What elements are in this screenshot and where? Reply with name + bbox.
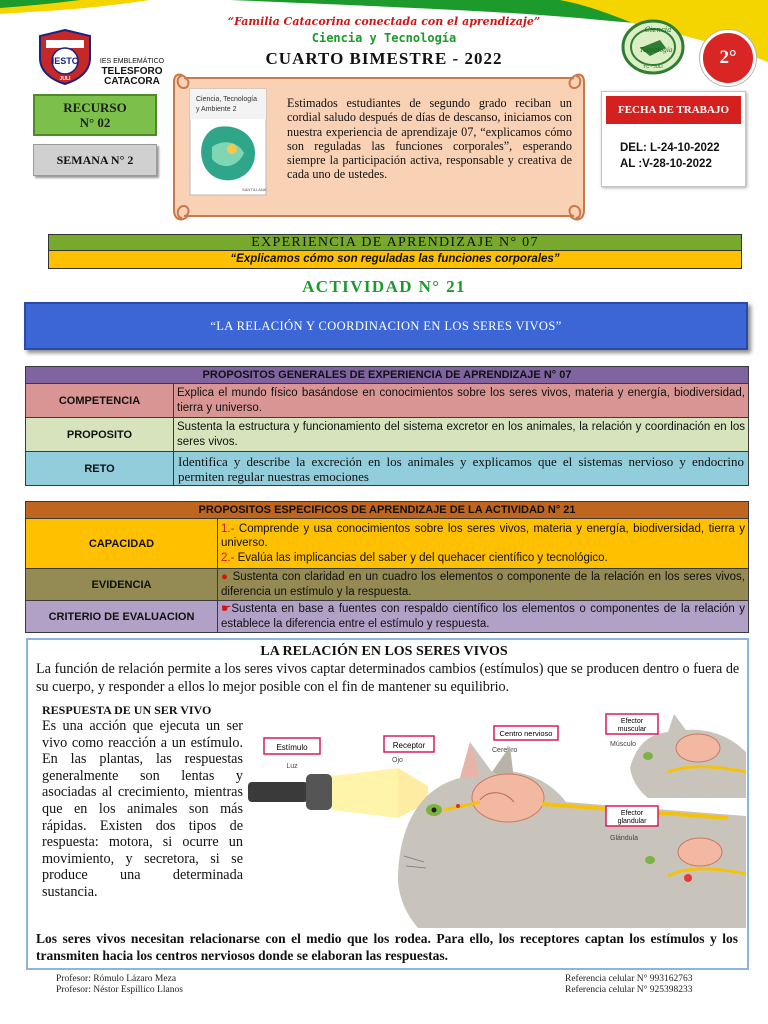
science-logo-mid: Tecnología bbox=[639, 47, 673, 54]
diagram-estimulo-label: Estímulo bbox=[276, 743, 308, 752]
science-technology-logo bbox=[620, 18, 686, 76]
welcome-message: Estimados estudiantes de segundo grado reciban un cordial saludo después de días de descanso, iniciamos con nuestra experiencia de aprendizaje 07, “explicamos cómo son reguladas las funciones corporales”, esperando siempre la participación activa, responsable y creativa de cada uno de ustedes. bbox=[287, 96, 572, 182]
recurso-label: RECURSO bbox=[63, 100, 127, 115]
capacidad-label: CAPACIDAD bbox=[26, 519, 218, 569]
school-name bbox=[96, 57, 168, 87]
intro-paragraph: La función de relación permite a los seres vivos captar determinados cambios (estímulos) que se producen dentro o fuera de su cuerpo, y responder a ellos lo mejor posible con el fin de mantener su equilibrio. bbox=[36, 661, 740, 695]
capacidad-num-1: 1.- bbox=[221, 522, 235, 535]
recurso-box bbox=[33, 94, 157, 136]
school-logo-text: IESTC bbox=[51, 56, 79, 66]
activity-topic-banner: “LA RELACIÓN Y COORDINACION EN LOS SERES VIVOS” bbox=[24, 302, 748, 350]
diagram-glandula-label: Glándula bbox=[610, 835, 639, 842]
experience-title: EXPERIENCIA DE APRENDIZAJE N° 07 bbox=[48, 234, 742, 251]
general-purposes-table bbox=[25, 366, 749, 486]
recurso-number: N° 02 bbox=[79, 115, 111, 130]
capacidad-text bbox=[218, 519, 749, 569]
stimulus-response-diagram bbox=[248, 706, 746, 928]
school-name-line3: CATACORA bbox=[104, 76, 160, 87]
work-date-end: AL :V-28-10-2022 bbox=[620, 158, 712, 170]
school-logo-subtext: JULI bbox=[59, 76, 71, 82]
footer-teachers bbox=[56, 974, 183, 996]
competencia-text: Explica el mundo físico basándose en conocimientos sobre los seres vivos, materia y energía, biodiversidad, tierra y universo. bbox=[174, 384, 749, 418]
general-purposes-header: PROPOSITOS GENERALES DE EXPERIENCIA DE APRENDIZAJE N° 07 bbox=[26, 367, 749, 384]
specific-purposes-table bbox=[25, 501, 749, 633]
criterio-pointer-icon: ☛ bbox=[221, 603, 232, 615]
evidencia-text bbox=[218, 569, 749, 601]
diagram-luz-label: Luz bbox=[286, 763, 298, 770]
criterio-content: Sustenta en base a fuentes con respaldo científico los elementos o componentes de la relación y establece la diferencia entre el estímulo y respuesta. bbox=[221, 603, 746, 630]
work-date-label: FECHA DE TRABAJO bbox=[606, 96, 741, 124]
experience-subtitle: “Explicamos cómo son reguladas las funciones corporales” bbox=[48, 251, 742, 269]
semana-box: SEMANA N° 2 bbox=[33, 144, 157, 176]
work-date-start: DEL: L-24-10-2022 bbox=[620, 142, 720, 154]
reto-label: RETO bbox=[26, 452, 174, 486]
flashlight-icon bbox=[248, 768, 428, 818]
proposito-label: PROPOSITO bbox=[26, 418, 174, 452]
science-logo-top: Ciencia bbox=[644, 26, 672, 34]
section-title: LA RELACIÓN EN LOS SERES VIVOS bbox=[260, 644, 508, 659]
diagram-efector-glandular-1: Efector bbox=[620, 810, 644, 817]
criterio-text bbox=[218, 601, 749, 633]
diagram-efector-muscular-1: Efector bbox=[620, 718, 644, 725]
footer-teacher-1: Profesor: Rómulo Lázaro Meza bbox=[56, 974, 177, 984]
footer-phone-2: Referencia celular N° 925398233 bbox=[565, 985, 693, 995]
diagram-cerebro-label: Cerebro bbox=[492, 747, 518, 754]
specific-purposes-header: PROPOSITOS ESPECIFICOS DE APRENDIZAJE DE LA ACTIVIDAD N° 21 bbox=[26, 502, 749, 519]
book-publisher: SANTILLANA bbox=[242, 187, 267, 192]
response-paragraph: Es una acción que ejecuta un ser vivo como reacción a un estímulo. En las plantas, las respuestas generalmente son lentas y asociadas al crecimiento, mientras que en los animales son más rápidas. Existen dos tipos de respuesta: motora, si ocurre un movimiento, y secretora, si se produce una determinada sustancia. bbox=[42, 718, 243, 900]
footer-phone-1: Referencia celular N° 993162763 bbox=[565, 974, 693, 984]
diagram-efector-glandular-2: glandular bbox=[617, 818, 647, 825]
evidencia-bullet-icon: ● bbox=[221, 571, 229, 583]
reto-text: Identifica y describe la excreción en los animales y explicamos que el sistemas nervioso y endocrino permiten regular nuestras emociones bbox=[174, 452, 749, 486]
grade-badge: 2° bbox=[700, 30, 756, 86]
competencia-label: COMPETENCIA bbox=[26, 384, 174, 418]
diagram-centro-label: Centro nervioso bbox=[499, 729, 553, 738]
capacidad-item-2: Evalúa las implicancias del saber y del quehacer científico y tecnológico. bbox=[234, 551, 608, 564]
closing-paragraph: Los seres vivos necesitan relacionarse con el medio que los rodea. Para ello, los receptores captan los estímulos y los transmiten hacia los centros nerviosos donde se elaboran las respuestas. bbox=[36, 931, 738, 963]
footer-teacher-2: Profesor: Néstor Espillico Llanos bbox=[56, 985, 183, 995]
evidencia-label: EVIDENCIA bbox=[26, 569, 218, 601]
evidencia-content: Sustenta con claridad en un cuadro los elementos o componente de la relación en los seres vivos, diferencia un estímulo y la respuesta. bbox=[221, 571, 746, 598]
school-logo bbox=[36, 28, 94, 86]
criterio-label: CRITERIO DE EVALUACION bbox=[26, 601, 218, 633]
school-name-line2: TELESFORO bbox=[101, 66, 163, 77]
school-name-line1: IES EMBLEMÁTICO bbox=[99, 58, 165, 65]
capacidad-num-2: 2.- bbox=[221, 551, 235, 564]
capacidad-item-1: Comprende y usa conocimientos sobre los seres vivos, materia y energía, biodiversidad, tierra y universo. bbox=[221, 522, 746, 550]
diagram-musculo-label: Músculo bbox=[610, 741, 637, 748]
footer-phones bbox=[565, 974, 693, 996]
diagram-efector-muscular-2: muscular bbox=[617, 726, 647, 733]
book-title-line1: Ciencia, Tecnología bbox=[196, 96, 257, 103]
response-heading: RESPUESTA DE UN SER VIVO bbox=[42, 703, 212, 717]
work-date-box bbox=[601, 91, 746, 187]
diagram-ojo-label: Ojo bbox=[392, 757, 403, 764]
header-slogan: “Familia Catacorina conectada con el aprendizaje” bbox=[227, 15, 541, 28]
activity-title: ACTIVIDAD N° 21 bbox=[302, 277, 466, 296]
proposito-text: Sustenta la estructura y funcionamiento del sistema excretor en los animales, la relación y coordinación en los seres vivos. bbox=[174, 418, 749, 452]
textbook-cover-image bbox=[188, 87, 268, 197]
page-title: CUARTO BIMESTRE - 2022 bbox=[265, 49, 503, 68]
science-logo-bottom: TC - JULI bbox=[643, 64, 663, 69]
header-subtitle: Ciencia y Tecnología bbox=[311, 31, 457, 45]
book-title-line2: y Ambiente 2 bbox=[196, 106, 237, 113]
diagram-receptor-label: Receptor bbox=[392, 741, 426, 750]
